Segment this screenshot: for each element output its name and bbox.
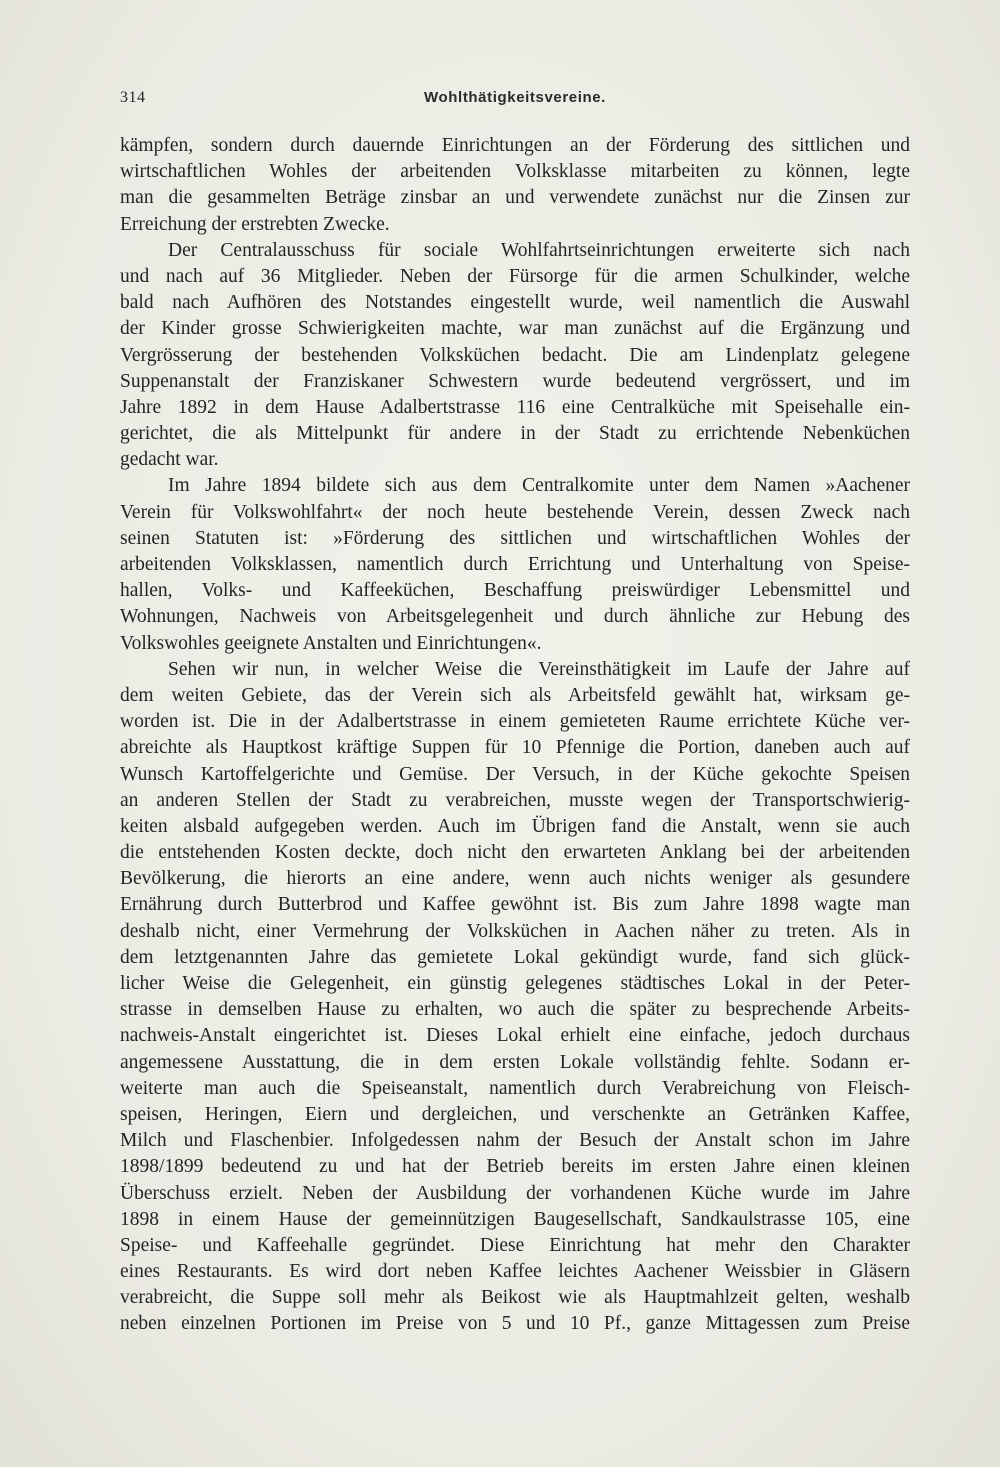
text-line: und nach auf 36 Mitglieder. Neben der Fürsorge für die armen Schulkinder, welche <box>120 265 910 287</box>
text-line: Vergrösserung der bestehenden Volksküchen bedacht. Die am Lindenplatz gelegene <box>120 344 910 366</box>
page-header <box>120 89 910 111</box>
text-line: Wohnungen, Nachweis von Arbeitsgelegenheit und durch ähnliche zur Hebung des <box>120 606 910 628</box>
text-line: worden ist. Die in der Adalbertstrasse in einem gemieteten Raume errichtete Küche ver- <box>120 711 910 733</box>
text-line: Im Jahre 1894 bildete sich aus dem Centralkomite unter dem Namen »Aachener <box>168 475 910 497</box>
text-line: dem weiten Gebiete, das der Verein sich als Arbeitsfeld gewählt hat, wirksam ge- <box>120 684 910 706</box>
text-line: bald nach Aufhören des Notstandes eingestellt wurde, weil namentlich die Auswahl <box>120 292 910 314</box>
text-line: Verein für Volkswohlfahrt« der noch heute bestehende Verein, dessen Zweck nach <box>120 501 910 523</box>
text-line: Volkswohles geeignete Anstalten und Einrichtungen«. <box>120 632 542 654</box>
text-line: Der Centralausschuss für sociale Wohlfahrtseinrichtungen erweiterte sich nach <box>168 239 910 261</box>
text-line: licher Weise die Gelegenheit, ein günstig gelegenes städtisches Lokal in der Peter- <box>120 973 910 994</box>
text-line: angemessene Ausstattung, die in dem ersten Lokale vollständig fehlte. Sodann er- <box>120 1051 910 1073</box>
text-line: abreichte als Hauptkost kräftige Suppen für 10 Pfennige die Portion, daneben auch auf <box>120 737 910 759</box>
text-line: die entstehenden Kosten deckte, doch nicht den erwarteten Anklang bei der arbeitenden <box>120 842 910 864</box>
text-line: Erreichung der erstrebten Zwecke. <box>120 213 390 235</box>
text-line: arbeitenden Volksklassen, namentlich durch Errichtung und Unterhaltung von Speise- <box>120 554 910 575</box>
text-line: hallen, Volks- und Kaffeeküchen, Beschaffung preiswürdiger Lebensmittel und <box>120 580 910 602</box>
text-line: Sehen wir nun, in welcher Weise die Vereinsthätigkeit im Laufe der Jahre auf <box>168 658 910 680</box>
text-line: Jahre 1892 in dem Hause Adalbertstrasse 116 eine Centralküche mit Speisehalle ein- <box>120 396 910 418</box>
text-line: Wunsch Kartoffelgerichte und Gemüse. Der Versuch, in der Küche gekochte Speisen <box>120 763 910 785</box>
text-line: dem letztgenannten Jahre das gemietete Lokal gekündigt wurde, fand sich glück- <box>120 946 910 968</box>
text-line: speisen, Heringen, Eiern und dergleichen, und verschenkte an Getränken Kaffee, <box>120 1103 910 1125</box>
text-line: keiten alsbald aufgegeben werden. Auch im Übrigen fand die Anstalt, wenn sie auch <box>120 815 910 837</box>
text-line: Milch und Flaschenbier. Infolgedessen nahm der Besuch der Anstalt schon im Jahre <box>120 1130 910 1152</box>
running-head: Wohlthätigkeitsvereine. <box>424 89 606 106</box>
text-line: man die gesammelten Beträge zinsbar an und verwendete zunächst nur die Zinsen zur <box>120 187 910 209</box>
text-line: Überschuss erzielt. Neben der Ausbildung der vorhandenen Küche wurde im Jahre <box>120 1182 910 1204</box>
text-line: der Kinder grosse Schwierigkeiten machte, war man zunächst auf die Ergänzung und <box>120 318 910 340</box>
text-line: Suppenanstalt der Franziskaner Schwestern wurde bedeutend vergrössert, und im <box>120 370 910 392</box>
text-line: deshalb nicht, einer Vermehrung der Volksküchen in Aachen näher zu treten. Als in <box>120 920 910 942</box>
text-line: seinen Statuten ist: »Förderung des sittlichen und wirtschaftlichen Wohles der <box>120 527 910 549</box>
text-line: nachweis-Anstalt eingerichtet ist. Dieses Lokal erhielt eine einfache, jedoch durchaus <box>120 1025 910 1047</box>
text-line: verabreicht, die Suppe soll mehr als Beikost wie als Hauptmahlzeit gelten, weshalb <box>120 1287 910 1309</box>
text-line: wirtschaftlichen Wohles der arbeitenden Volksklasse mitarbeiten zu können, legte <box>120 161 910 183</box>
text-line: 1898 in einem Hause der gemeinnützigen Baugesellschaft, Sandkaulstrasse 105, eine <box>120 1208 910 1230</box>
text-line: gerichtet, die als Mittelpunkt für andere in der Stadt zu errichtende Nebenküchen <box>120 423 910 445</box>
text-line: neben einzelnen Portionen im Preise von 5 und 10 Pf., ganze Mittagessen zum Preise <box>120 1313 910 1335</box>
text-line: kämpfen, sondern durch dauernde Einrichtungen an der Förderung des sittlichen und <box>120 135 910 156</box>
text-line: an anderen Stellen der Stadt zu verabreichen, musste wegen der Transportschwierig- <box>120 789 910 811</box>
text-line: Bevölkerung, die hierorts an eine andere, wenn auch nichts weniger als gesundere <box>120 868 910 890</box>
text-line: weiterte man auch die Speiseanstalt, namentlich durch Verabreichung von Fleisch- <box>120 1077 910 1099</box>
page-number: 314 <box>120 89 146 106</box>
text-line: Ernährung durch Butterbrod und Kaffee gewöhnt ist. Bis zum Jahre 1898 wagte man <box>120 894 910 916</box>
text-line: 1898/1899 bedeutend zu und hat der Betrieb bereits im ersten Jahre einen kleinen <box>120 1156 910 1178</box>
text-line: gedacht war. <box>120 449 219 471</box>
text-line: Speise- und Kaffeehalle gegründet. Diese Einrichtung hat mehr den Charakter <box>120 1234 910 1256</box>
text-line: eines Restaurants. Es wird dort neben Kaffee leichtes Aachener Weissbier in Gläsern <box>120 1261 910 1283</box>
body-text <box>120 133 910 1338</box>
text-line: strasse in demselben Hause zu erhalten, wo auch die später zu besprechende Arbeits- <box>120 999 910 1021</box>
